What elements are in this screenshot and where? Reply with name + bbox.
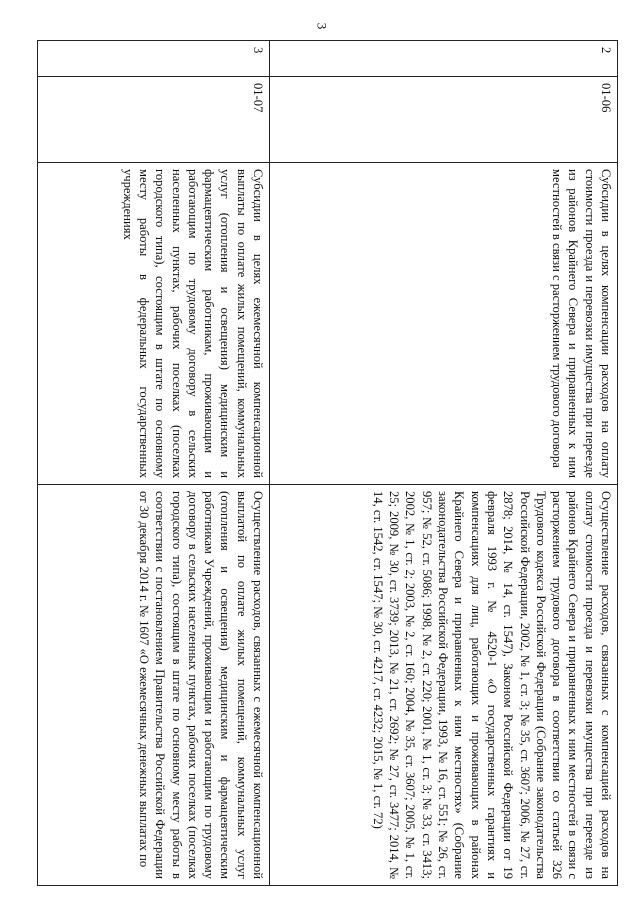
subsidy-name <box>270 163 618 485</box>
subsidy-name <box>38 163 270 485</box>
table-row <box>270 41 618 886</box>
expense-description-text: Осуществление расходов, связанных с ежемесячной компенсационной выплатой по оплате жилых помещений, коммунальных услуг (отопления и освещения) медицинским и фармацевтическим работникам Учреждений, проживающим и работающим по трудовому договору в сельских населенных пунктах, рабочих поселках (поселках городского типа), состоящим в штате по основному месту работы в соответствии с постановлением Правительства Российской Федерации от 30 декабря 2014 г. № 1607 «О ежемесячных денежных выплатах по <box>136 491 265 879</box>
row-code: 01-07 <box>38 77 270 163</box>
expense-table <box>37 40 618 886</box>
subsidy-name-text: Субсидии в целях ежемесячной компенсационной выплаты по оплате жилых помещений, коммунальных услуг (отопления и освещения) медицинским и фармацевтическим работникам, проживающим и работающим по трудовому договору в сельских населенных пунктах, рабочих поселках (поселках городского типа), состоящим в штате по основному месту работы в федеральных государственных учреждениях <box>120 169 265 478</box>
row-number: 2 <box>270 41 618 77</box>
expense-description <box>38 485 270 886</box>
table-row <box>38 41 270 886</box>
row-number: 3 <box>38 41 270 77</box>
page-number: 3 <box>314 22 330 30</box>
expense-description-text: Осуществление расходов, связанных с компенсацией расходов на оплату стоимости проезда и перевозки имущества при переезде из районов Крайнего Севера и приравненных к ним местностей в связи с расторжением трудового договора в соответствии со статьей 326 Трудового кодекса Российской Федерации (Собрание законодательства Российской Федерации, 2002, № 1, ст. 3; № 35, ст. 3607; 2006, № 27, ст. 2878; 2014, № 14, ст. 1547), Законом Российской Федерации от 19 февраля 1993 г. № 4520-1 «О государственных гарантиях и компенсациях для лиц, работающих и проживающих в районах Крайнего Севера и приравненных к ним местностях» (Собрание законодательства Российской Федерации, 1993, № 16, ст. 551; № 26, ст. 957; № 52, ст. 5086; 1998, № 2, ст. 220; 2001, № 1, ст. 3; № 33, ст. 3413; 2002, № 1, ст. 2; 2003, № 2, ст. 160; 2004, № 35, ст. 3607; 2005, № 1, ст. 25; 2009, № 30, ст. 3739; 2013, № 21, ст. 2692; № 27, ст. 3477; 2014, № 14, ст. 1542, ст. 1547; № 30, ст. 4217, ст. 4232; 2015, № 1, ст. 72) <box>370 491 613 879</box>
document-sheet <box>38 40 618 885</box>
rotated-table-wrapper <box>38 40 618 885</box>
expense-description <box>270 485 618 886</box>
subsidy-name-text: Субсидии в целях компенсации расходов на оплату стоимости проезда и перевозки имущества при переезде из районов Крайнего Севера и приравненных к ним местностей в связи с расторжением трудового договора <box>550 169 613 478</box>
row-code: 01-06 <box>270 77 618 163</box>
